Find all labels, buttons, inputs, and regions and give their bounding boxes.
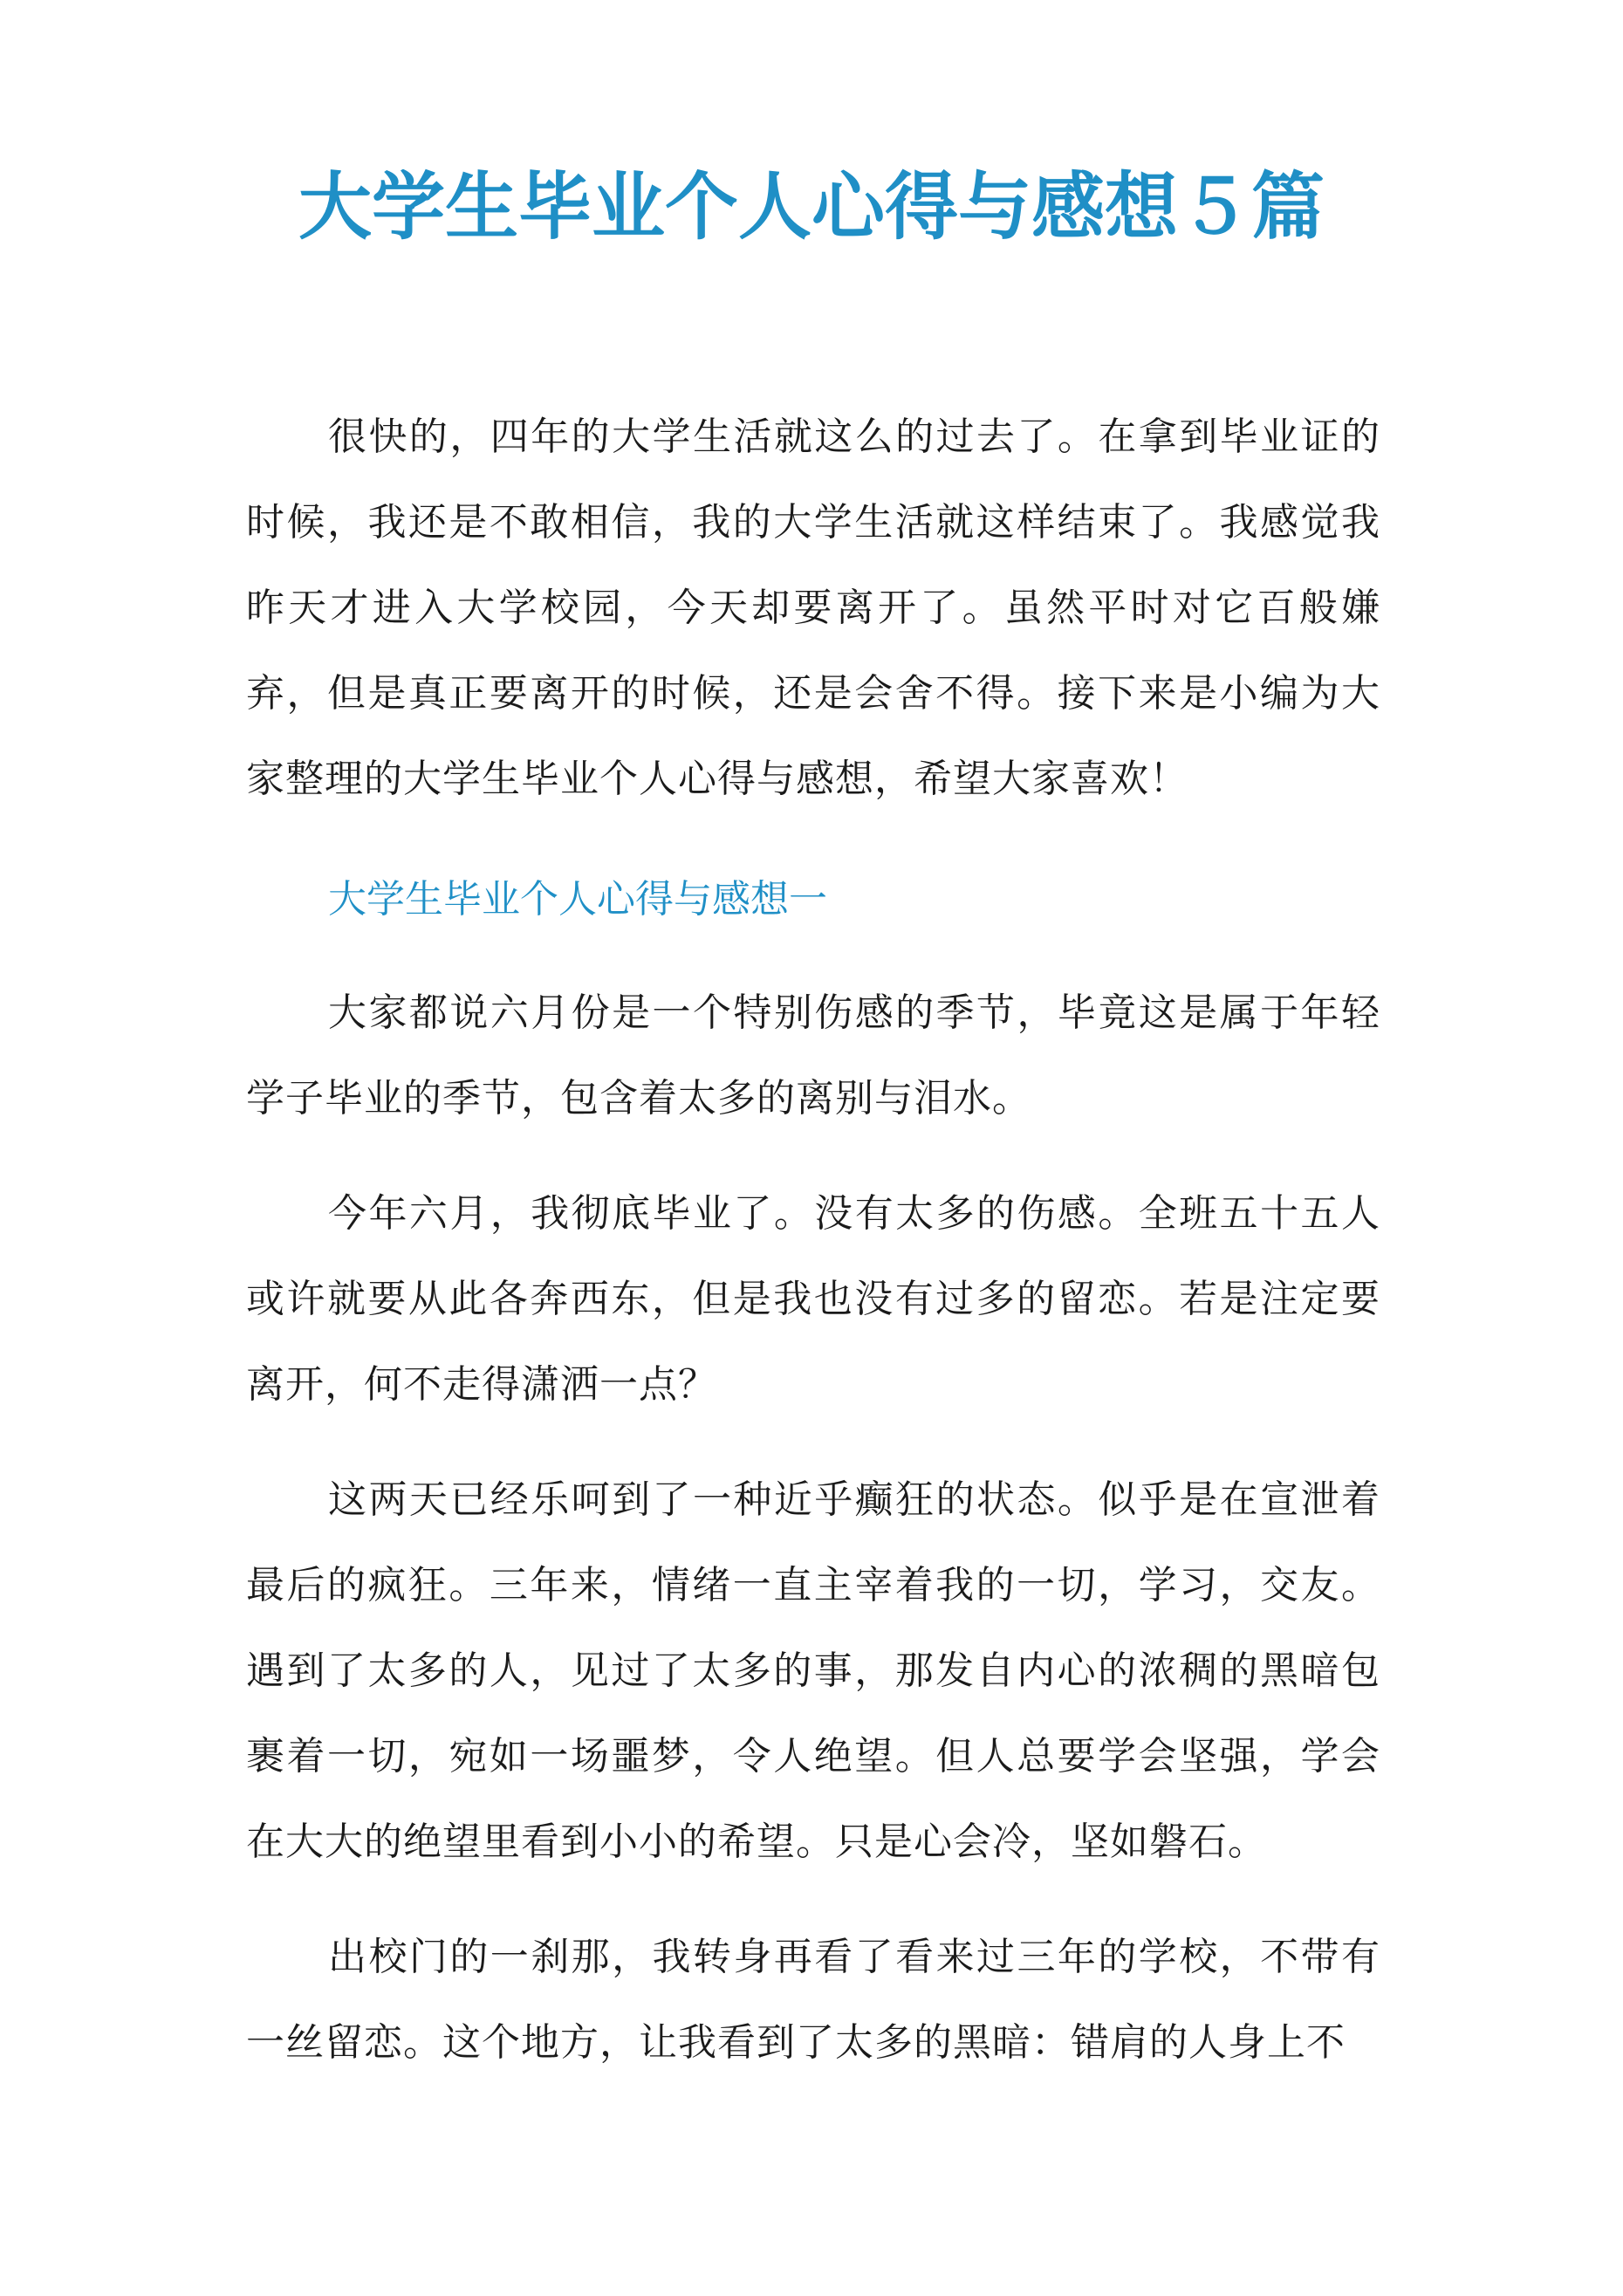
body-paragraph-2: 今年六月，我彻底毕业了。没有太多的伤感。全班五十五人或许就要从此各奔西东，但是我也没有过多的留恋。若是注定要离开，何不走得潇洒一点？ [246, 1191, 1380, 1407]
body-paragraph-1: 大家都说六月份是一个特别伤感的季节，毕竟这是属于年轻学子毕业的季节，包含着太多的离别与泪水。 [246, 990, 1380, 1121]
body-paragraph-3: 这两天已经乐呵到了一种近乎癫狂的状态。似乎是在宣泄着最后的疯狂。三年来，情绪一直主宰着我的一切，学习，交友。遇到了太多的人，见过了太多的事，那发自内心的浓稠的黑暗包裹着一切，宛如一场噩梦，令人绝望。但人总要学会坚强，学会在大大的绝望里看到小小的希望。只是心会冷，坚如磐石。 [246, 1477, 1380, 1864]
section-heading: 大学生毕业个人心得与感想一 [328, 877, 827, 922]
document-title: 大学生毕业个人心得与感想５篇 [298, 164, 1325, 250]
intro-paragraph: 很快的，四年的大学生活就这么的过去了。在拿到毕业证的时候，我还是不敢相信，我的大学生活就这样结束了。我感觉我昨天才进入大学校园，今天却要离开了。虽然平时对它百般嫌弃，但是真正要离开的时候，还是会舍不得。接下来是小编为大家整理的大学生毕业个人心得与感想，希望大家喜欢！ [246, 415, 1380, 801]
body-paragraph-4: 出校门的一刹那，我转身再看了看来过三年的学校，不带有一丝留恋。这个地方，让我看到了太多的黑暗：错肩的人身上不 [246, 1935, 1380, 2065]
